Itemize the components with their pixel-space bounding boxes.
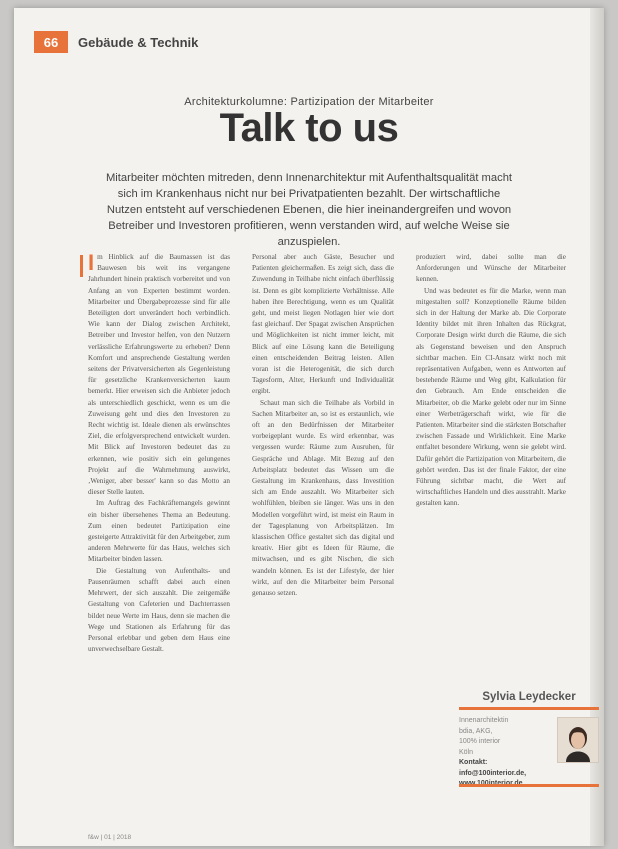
dropcap: I (88, 250, 95, 275)
dropcap-bar (80, 255, 83, 277)
paragraph: Die Gestaltung von Aufenthalts- und Pausenräumen schafft dabei auch einen Mehrwert, der sich auszahlt. Die zeitgemäße Gestaltung von Cafeterien und Dachterrassen bildet neue Werte im Haus, denn sie machen die Wege und Stationen als Erfahrung für das Personal erlebbar und geben dem Haus eine unverwechselbare Gestalt. (88, 566, 230, 654)
paragraph: Und was bedeutet es für die Marke, wenn man mitgestalten soll? Konzeptionelle Räume bilden sich in der Haltung der Marke ab. Die Corporate Identity bildet mit ihren Inhalten das Rückgrat, Corporate Design wirkt durch die Räume, die sich als Gegenstand beweisen und den Anspruch sichtbar machen. Ein CI-Ansatz wirkt noch mit repräsentativen Aufgaben, wenn es Antworten auf bestehende Räume und Weg gibt, Kalkulation für den Gebrauch. Am Ende entscheiden die Mitarbeiter, ob die Marke gelebt oder nur im Sinne einer Werbeträgerschaft wirkt, wie für die Patienten. Mitarbeiter sind die stärksten Botschafter zwischen Fassade und Wirklichkeit. Eine Marke entfaltet besondere Wirkung, wenn sie gelebt wird. Dafür gehört die Partizipation von Mitarbeitern, die gehört werden. Das ist der finale Faktor, der eine Führung sichtbar macht, die Wert auf wirtschaftliches Handeln und dies ausstrahlt. Marke gestalten kann. (416, 286, 566, 508)
author-box-rule (459, 784, 599, 787)
article-title: Talk to us (219, 106, 399, 150)
author-name: Sylvia Leydecker (459, 691, 599, 710)
author-affiliation: bdia, AKG, (459, 727, 493, 735)
page-footer: f&w | 01 | 2018 (88, 834, 132, 841)
author-city: Köln (459, 748, 474, 756)
text-column-3 (416, 252, 566, 510)
paragraph: Personal aber auch Gäste, Besucher und Patienten gleichermaßen. Es zeigt sich, dass die Zuwendung in Teilhabe nicht einfach überflüssig ist. Denn es gibt komplizierte Verhältnisse. Alle haben ihre Berechtigung, wenn es um Qualität geht, und meist liegen Notlagen hier wie dort fast gleichauf. Der Spagat zwischen Ansprüchen und Möglichkeiten ist nicht immer leicht, mit Blick auf eine Lösung kann die Beteiligung einen entscheidenden Beitrag leisten. Allen voran ist die Heterogenität, die sich durch Tagesform, Alter, Herkunft und Individualität ergibt. (252, 253, 394, 396)
author-company: 100% interior (459, 738, 501, 745)
article-kicker: Architekturkolumne: Partizipation der Mitarbeiter (184, 96, 434, 108)
page-header (34, 30, 198, 54)
author-info (459, 716, 539, 790)
author-email[interactable]: info@100interior.de, (459, 769, 527, 777)
paragraph: Im Auftrag des Fachkräftemangels gewinnt ein bisher übersehenes Thema an Bedeutung. Zum einen bedeutet Partizipation eine gesteigerte Attraktivität für den Arbeitgeber, zum anderen Mehrwerte für das Haus, welches sich Mitarbeiter binden lassen. (88, 499, 230, 564)
text-column-2 (252, 252, 394, 599)
section-title: Gebäude & Technik (78, 34, 199, 50)
page-number: 66 (34, 31, 68, 53)
author-box (459, 691, 599, 790)
text-column-1 (88, 252, 230, 655)
article-lead: Mitarbeiter möchten mitreden, denn Innenarchitektur mit Aufenthaltsqualität macht sich im Krankenhaus nicht nur bei Privatpatienten bezahlt. Der wirtschaftliche Nutzen entsteht auf verschiedenen Ebenen, die hier ineinandergreifen und wovon Betreiber und Investoren profitieren, wenn verstanden wird, auf welche Weise sie anzuspielen. (105, 172, 513, 248)
author-role: Innenarchitektin (459, 717, 509, 724)
paragraph: produziert wird, dabei sollte man die Anforderungen und Wünsche der Mitarbeiter kennen. (416, 253, 566, 284)
contact-label: Kontakt: (459, 759, 488, 766)
paragraph: Im Hinblick auf die Baumassen ist das Bauwesen bis weit ins vergangene Jahrhundert hinein praktisch vorbereitet und von Anfang an von Experten bestimmt worden. Mitarbeiter und Übergabeprozesse sind für alle Beteiligten dort unverändert hoch verbindlich. Wie kann der Dialog zwischen Architekt, Betreiber und Investor helfen, von den Nutzern verlässliche Erfahrungswerte zu erheben? Denn Komfort und ansprechende Gestaltung werden seitens der Privatversicherten als Gegenleistung für gesetzliche Krankenversicherten kaum bemerkt. Hier erweisen sich die Anbieter jedoch als unterschiedlich geschickt, wenn es um die Zuweisung geht und dies den Investoren zu Recht wichtig ist. Ideale dienen als erwünschtes Ziel, die erfolgversprechend entwickelt wurden. Mit Blick auf Investoren bedeutet das zu erkennen, wie positiv sich ein gelungenes Projekt auf die Wahrnehmung auswirkt, ‚Weniger, aber besser' kann so das Motto an dieser Stelle lauten. (88, 250, 230, 497)
magazine-page (14, 8, 604, 846)
paragraph: Schaut man sich die Teilhabe als Vorbild in Sachen Mitarbeiter an, so ist es erstaunlich, wie oft an den Bedürfnissen der Mitarbeiter vorbeigeplant wurde. Es wird erkennbar, was vergessen wurde: Räume zum Ausruhen, für Gespräche und Ablage. Mit Bezug auf den Arbeitsplatz bedeutet das Wissen um die Gestaltung im Krankenhaus, dass Investition sich am Ende auszahlt. Wo Mitarbeiter sich wohlfühlen, bleiben sie länger. Was uns in den Modellen vorgeführt wird, ist meist ein Raum in der Tagesplanung von Arbeitsplätzen. Im klassischen Office gestaltet sich das digital und kreativ. Hier gibt es Ideen für Räume, die mitwachsen, und es gibt Nischen, die sich wandeln können. Es ist der Lifestyle, der hier wirkt, auf den die Mitarbeiter beim Personal genauso setzen. (252, 398, 394, 598)
author-photo (557, 717, 599, 763)
